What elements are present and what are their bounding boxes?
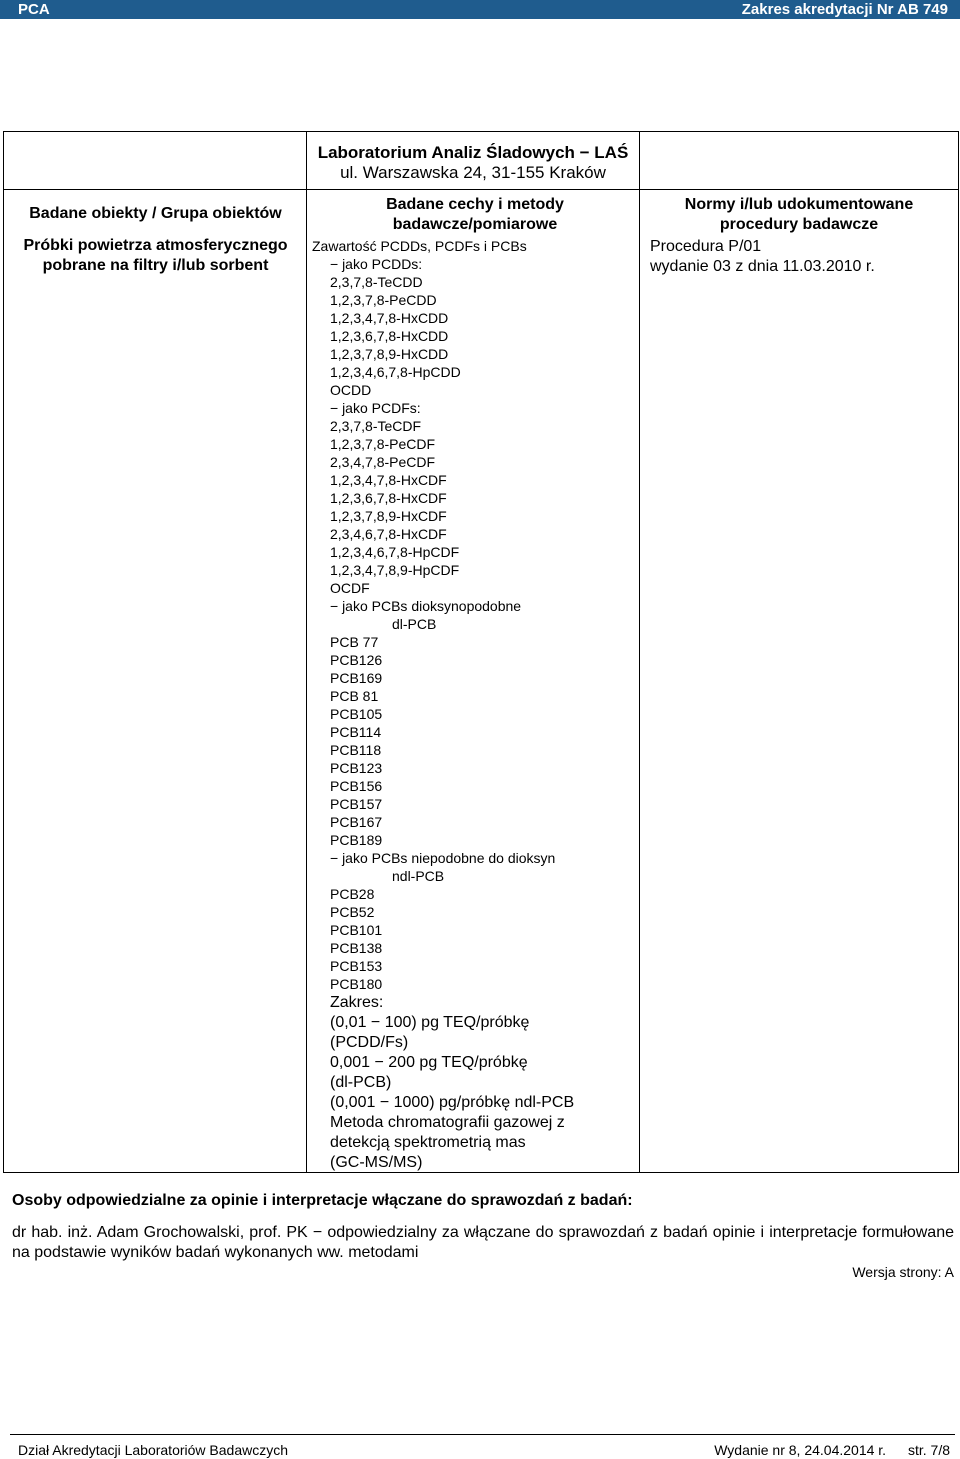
feature-item: 1,2,3,4,7,8,9-HpCDF	[330, 562, 460, 578]
feature-item: PCB156	[330, 778, 383, 794]
features-list	[312, 237, 638, 993]
feature-item: 1,2,3,7,8-PeCDD	[330, 292, 437, 308]
table-divider	[639, 131, 640, 1173]
feature-item: PCB105	[330, 706, 383, 722]
range-line: Zakres:	[330, 994, 384, 1011]
table-divider	[306, 131, 307, 1173]
feature-item: PCB118	[330, 742, 382, 758]
table-header-divider	[3, 189, 959, 190]
range-line: (0,001 − 1000) pg/próbkę ndl-PCB	[330, 1094, 575, 1111]
feature-item: PCB138	[330, 940, 383, 956]
feature-item: ndl-PCB	[392, 868, 445, 884]
footer-info	[696, 1441, 950, 1459]
footer-divider	[10, 1434, 955, 1435]
feature-item: 1,2,3,4,6,7,8-HpCDF	[330, 544, 460, 560]
norms-column	[641, 195, 957, 277]
feature-item: PCB28	[330, 886, 375, 902]
feature-item: PCB126	[330, 652, 383, 668]
feature-item: PCB123	[330, 760, 383, 776]
feature-item: − jako PCDDs:	[330, 256, 423, 272]
feature-item: PCB167	[330, 814, 383, 830]
norms-header	[641, 195, 957, 235]
features-column	[312, 195, 638, 1173]
feature-item: PCB189	[330, 832, 383, 848]
header-scope-title: Zakres akredytacji Nr AB 749	[741, 1, 948, 18]
feature-item: − jako PCDFs:	[330, 400, 421, 416]
feature-item: PCB157	[330, 796, 383, 812]
feature-item: − jako PCBs niepodobne do dioksyn	[330, 850, 556, 866]
procedure-name: Procedura P/01	[650, 238, 762, 255]
norms-header-line: procedury badawcze	[719, 216, 879, 233]
feature-item: 2,3,4,6,7,8-HxCDF	[330, 526, 447, 542]
lab-info	[307, 143, 639, 183]
range-line: (0,01 − 100) pg TEQ/próbkę	[330, 1014, 530, 1031]
feature-item: 2,3,7,8-TeCDF	[330, 418, 422, 434]
page-version: Wersja strony: A	[852, 1264, 954, 1280]
feature-item: PCB114	[330, 724, 382, 740]
feature-item: Zawartość PCDDs, PCDFs i PCBs	[312, 238, 527, 254]
range-line: (GC-MS/MS)	[330, 1154, 423, 1171]
feature-item: 2,3,4,7,8-PeCDF	[330, 454, 436, 470]
range-line: detekcją spektrometrią mas	[330, 1134, 526, 1151]
feature-item: dl-PCB	[392, 616, 437, 632]
features-header	[312, 195, 638, 235]
objects-header: Badane obiekty / Grupa obiektów	[29, 205, 282, 222]
feature-item: PCB 77	[330, 634, 379, 650]
features-header-line: badawcze/pomiarowe	[392, 216, 558, 233]
feature-item: 1,2,3,7,8-PeCDF	[330, 436, 436, 452]
feature-item: OCDF	[330, 580, 370, 596]
feature-item: PCB180	[330, 976, 383, 992]
range-line: (dl-PCB)	[330, 1074, 392, 1091]
responsible-text: dr hab. inż. Adam Grochowalski, prof. PK − odpowiedzialny za włączane do sprawozdań z badań opinie i interpretacje formułowane na podstawie wyników badań wykonanych ww. metodami	[12, 1224, 954, 1261]
procedure-edition: wydanie 03 z dnia 11.03.2010 r.	[650, 258, 875, 275]
range-line: Metoda chromatografii gazowej z	[330, 1114, 565, 1131]
features-header-line: Badane cechy i metody	[386, 196, 564, 213]
feature-item: 1,2,3,4,6,7,8-HpCDD	[330, 364, 461, 380]
lab-address: ul. Warszawska 24, 31-155 Kraków	[340, 163, 606, 182]
range-block	[312, 993, 638, 1173]
lab-name: Laboratorium Analiz Śladowych − LAŚ	[317, 143, 629, 162]
feature-item: PCB153	[330, 958, 383, 974]
feature-item: 1,2,3,7,8,9-HxCDD	[330, 346, 449, 362]
feature-item: 1,2,3,6,7,8-HxCDD	[330, 328, 449, 344]
objects-value: Próbki powietrza atmosferycznego pobrane na filtry i/lub sorbent	[23, 237, 288, 274]
feature-item: PCB101	[330, 922, 383, 938]
footer-issue: Wydanie nr 8, 24.04.2014 r.	[714, 1442, 887, 1458]
objects-column	[5, 204, 306, 276]
feature-item: 1,2,3,4,7,8-HxCDF	[330, 472, 447, 488]
norms-header-line: Normy i/lub udokumentowane	[684, 196, 914, 213]
feature-item: 1,2,3,6,7,8-HxCDF	[330, 490, 447, 506]
feature-item: 2,3,7,8-TeCDD	[330, 274, 423, 290]
responsible-title: Osoby odpowiedzialne za opinie i interpretacje włączane do sprawozdań z badań:	[12, 1192, 633, 1209]
header-org: PCA	[18, 1, 50, 18]
feature-item: PCB 81	[330, 688, 379, 704]
feature-item: − jako PCBs dioksynopodobne	[330, 598, 522, 614]
feature-item: 1,2,3,7,8,9-HxCDF	[330, 508, 447, 524]
footer-page: str. 7/8	[907, 1442, 950, 1458]
range-line: 0,001 − 200 pg TEQ/próbkę	[330, 1054, 528, 1071]
feature-item: 1,2,3,4,7,8-HxCDD	[330, 310, 449, 326]
footer-department: Dział Akredytacji Laboratoriów Badawczych	[18, 1442, 289, 1458]
feature-item: OCDD	[330, 382, 372, 398]
header-bar	[0, 0, 960, 19]
range-line: (PCDD/Fs)	[330, 1034, 409, 1051]
norms-value	[641, 237, 957, 277]
feature-item: PCB169	[330, 670, 383, 686]
feature-item: PCB52	[330, 904, 375, 920]
